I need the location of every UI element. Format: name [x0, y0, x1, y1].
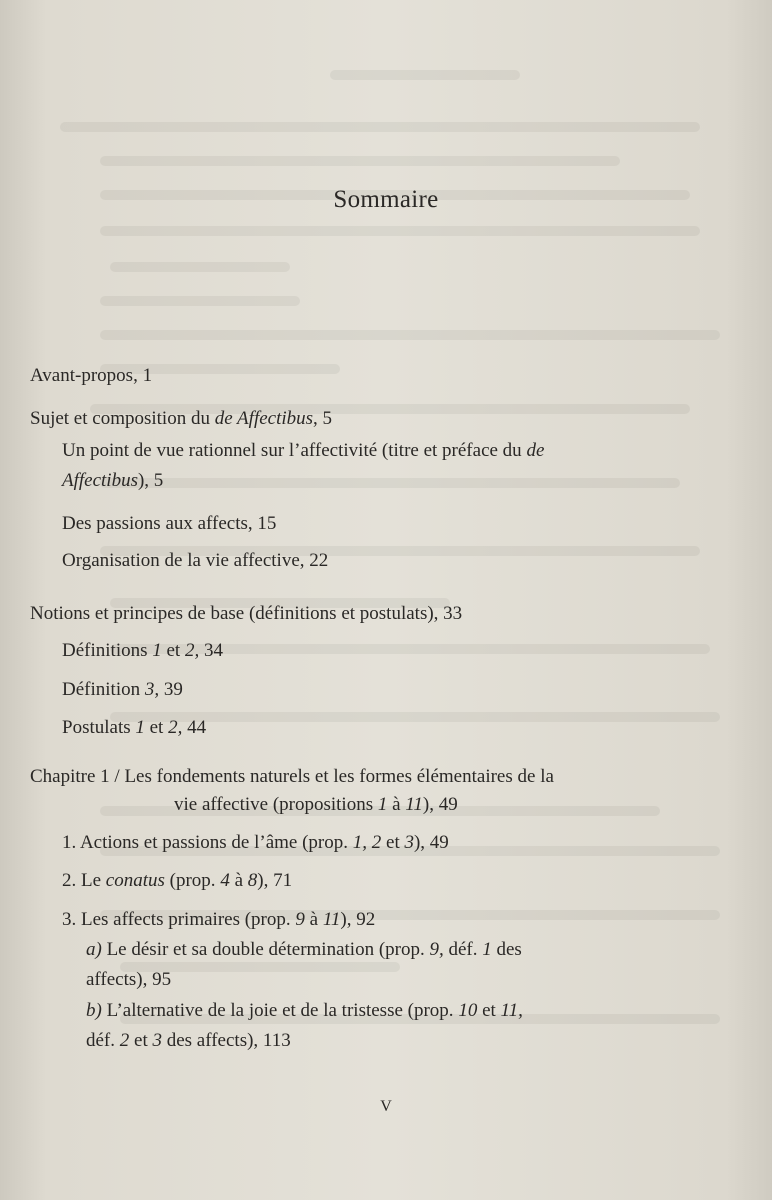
- page-number: V: [380, 1098, 392, 1115]
- toc-entry-subsection-a: a) Le désir et sa double détermination (prop. 9, déf. 1 des affects), 95: [86, 939, 522, 990]
- toc-entry-chapitre-1: Chapitre 1 / Les fondements naturels et les formes élémentaires de la: [30, 766, 554, 787]
- toc-entry-organisation: Organisation de la vie affective, 22: [62, 550, 329, 571]
- toc-entry-section-1: 1. Actions et passions de l’âme (prop. 1, 2 et 3), 49: [62, 832, 449, 853]
- toc-entry-section-3: 3. Les affects primaires (prop. 9 à 11), 92: [62, 909, 376, 930]
- toc-entry-subsection-b: b) L’alternative de la joie et de la tristesse (prop. 10 et 11, déf. 2 et 3 des affects), 113: [86, 1000, 523, 1051]
- toc-entry-avant-propos: Avant-propos, 1: [30, 365, 153, 386]
- toc-entry-definitions-1-2: Définitions 1 et 2, 34: [62, 640, 223, 661]
- toc-entry-passions: Des passions aux affects, 15: [62, 513, 277, 534]
- toc-entry-section-2: 2. Le conatus (prop. 4 à 8), 71: [62, 870, 293, 891]
- toc-entry-definition-3: Définition 3, 39: [62, 679, 183, 700]
- toc-entry-postulats: Postulats 1 et 2, 44: [62, 717, 207, 738]
- toc-entry-sujet: Sujet et composition du de Affectibus, 5: [30, 408, 333, 429]
- page-title: Sommaire: [333, 186, 439, 213]
- toc-entry-notions: Notions et principes de base (définitions et postulats), 33: [30, 603, 463, 624]
- toc-entry-chapitre-1-cont: vie affective (propositions 1 à 11), 49: [174, 794, 458, 815]
- toc-entry-point-de-vue: Un point de vue rationnel sur l’affectivité (titre et préface du de Affectibus), 5: [62, 440, 545, 491]
